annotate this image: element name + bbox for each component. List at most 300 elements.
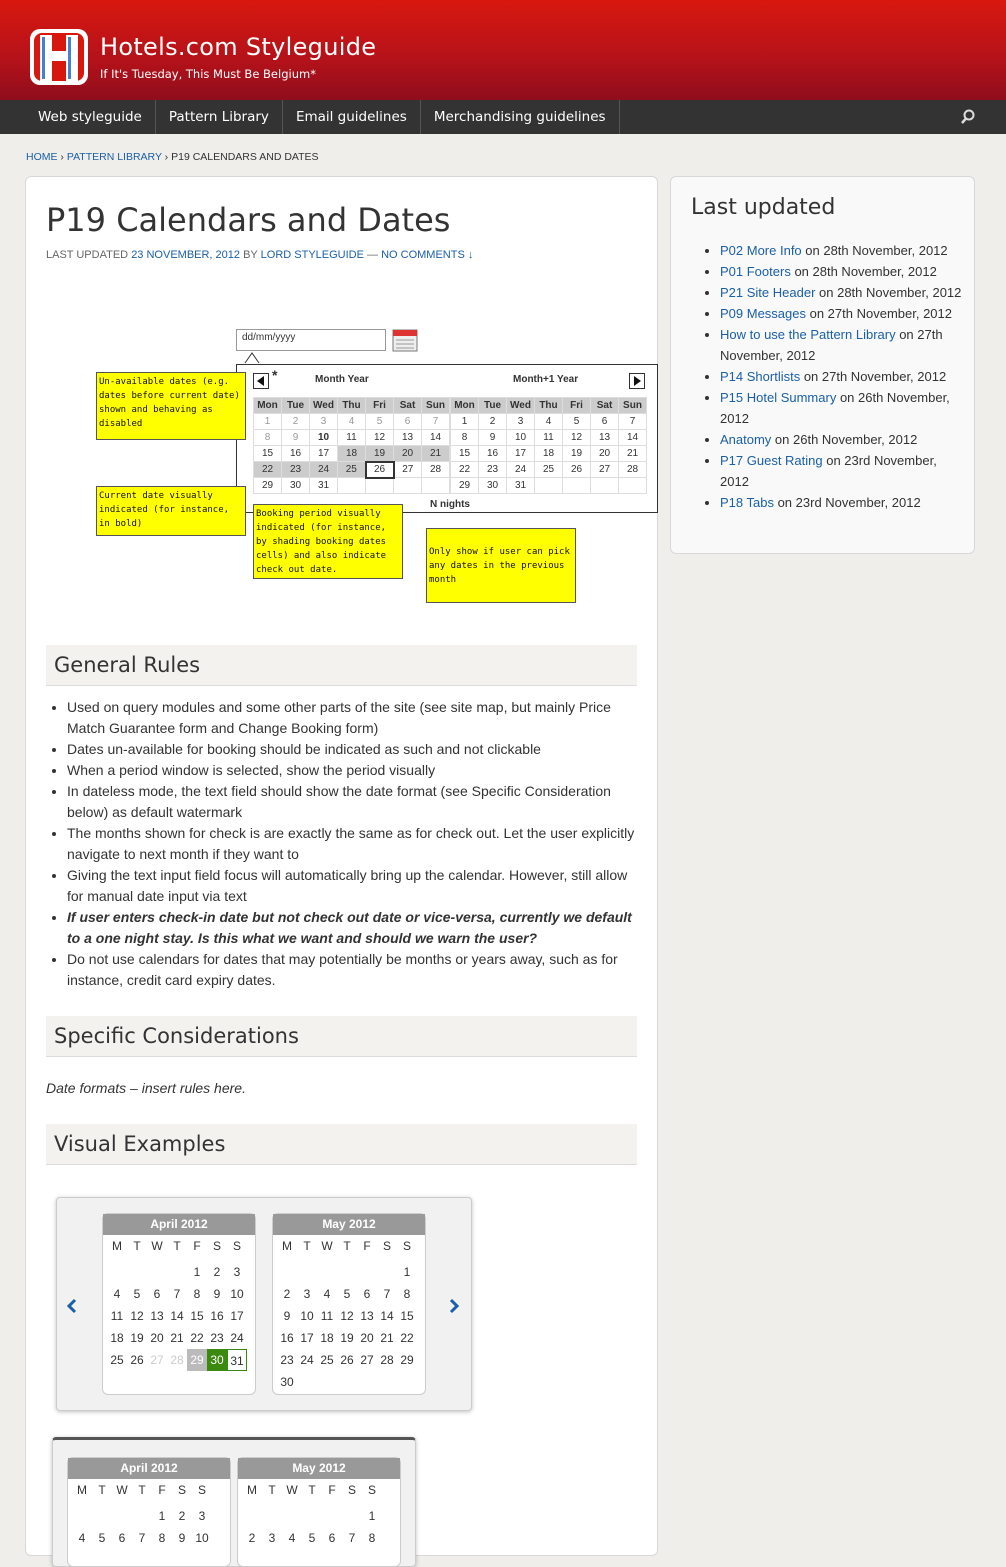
date-cell[interactable] [132, 1505, 152, 1527]
sidebar-item [720, 492, 965, 513]
weekday-label: M [77, 1483, 87, 1497]
calendar-mock [236, 364, 658, 513]
sidebar [670, 176, 975, 554]
weekday-label: M [247, 1483, 257, 1497]
date-cell[interactable] [167, 1261, 187, 1283]
chevron-right-icon[interactable] [447, 1298, 461, 1314]
date-cell: 14 [619, 430, 647, 446]
sidebar-item-date: on 27th November, 2012 [806, 306, 952, 321]
nav-email-guidelines[interactable]: Email guidelines [283, 100, 421, 134]
date-cell[interactable]: 25 [320, 1353, 334, 1367]
sidebar-item [720, 324, 965, 366]
weekday-label: S [212, 1239, 221, 1253]
date-cell[interactable]: 8 [403, 1287, 411, 1301]
date-cell[interactable]: 5 [133, 1287, 141, 1301]
section-general-rules: General Rules [46, 645, 637, 686]
nav-pattern-library[interactable]: Pattern Library [156, 100, 283, 134]
section-specific-considerations: Specific Considerations [46, 1016, 637, 1057]
date-cell: 9 [282, 430, 310, 446]
list-item: • Used on query modules and some other parts of the site (see site map, but mainly Price Match Guarantee form and Change Booking form) [67, 697, 637, 739]
date-cell[interactable]: 1 [158, 1509, 166, 1523]
list-item: • In dateless mode, the text field should show the date format (see Specific Consideration below) as default watermark [67, 781, 637, 823]
date-cell[interactable]: 7 [348, 1531, 356, 1545]
date-cell: 18 [535, 446, 563, 462]
date-cell: 18 [338, 446, 366, 462]
date-cell: 28 [619, 462, 647, 478]
date-cell[interactable] [127, 1261, 147, 1283]
sidebar-item-date: on 28th November, 2012 [801, 243, 948, 258]
date-cell [366, 478, 394, 494]
month-label: Month Year [315, 374, 369, 385]
date-cell[interactable]: 1 [368, 1509, 376, 1523]
sidebar-title: Last updated [691, 195, 836, 220]
date-cell[interactable]: 9 [178, 1531, 186, 1545]
meta-prefix: LAST UPDATED [46, 249, 129, 261]
weekday-label: F [193, 1239, 201, 1253]
date-cell: 13 [394, 430, 422, 446]
note-current-date: Current date visually indicated (for instance, in bold) [96, 486, 246, 536]
month-grid [253, 397, 450, 494]
month-title: May 2012 [273, 1214, 425, 1235]
date-cell [422, 478, 450, 494]
date-cell [563, 478, 591, 494]
breadcrumb-current: P19 CALENDARS AND DATES [171, 151, 319, 163]
day-header: Sat [591, 398, 619, 414]
month-title: April 2012 [103, 1214, 255, 1235]
list-item: • The months shown for check is are exactly the same as for check out. Let the user explicitly navigate to next month if they want to [67, 823, 637, 865]
date-cell: 17 [507, 446, 535, 462]
date-cell[interactable]: 10 [300, 1309, 314, 1323]
date-cell: 22 [254, 462, 282, 478]
date-cell[interactable]: 27 [360, 1353, 374, 1367]
date-cell[interactable] [92, 1505, 112, 1527]
breadcrumb-home[interactable]: HOME [26, 151, 58, 163]
list-item: • When a period window is selected, show the period visually [67, 760, 637, 781]
date-cell: 15 [451, 446, 479, 462]
calendar-icon [392, 327, 418, 353]
date-cell[interactable]: 19 [340, 1331, 354, 1345]
date-cell[interactable] [147, 1261, 167, 1283]
day-header: Thu [338, 398, 366, 414]
date-cell: 27 [591, 462, 619, 478]
date-cell: 15 [254, 446, 282, 462]
weekday-label: S [382, 1239, 391, 1253]
weekday-label: W [116, 1483, 128, 1497]
sidebar-item [720, 240, 965, 261]
rules-list [67, 697, 637, 991]
sidebar-item-date: on 23rd November, 2012 [773, 495, 921, 510]
sidebar-item-link[interactable]: P02 More Info [720, 243, 802, 258]
author-link[interactable]: LORD STYLEGUIDE [260, 249, 364, 261]
date-cell: 26 [563, 462, 591, 478]
list-item: • Giving the text input field focus will automatically bring up the calendar. However, still allow for manual date input via text [67, 865, 637, 907]
date-cell[interactable]: 5 [98, 1531, 106, 1545]
weekday-label: T [98, 1483, 106, 1497]
date-cell: 10 [507, 430, 535, 446]
sidebar-item-link[interactable]: P01 Footers [720, 264, 791, 279]
date-cell[interactable]: 23 [280, 1353, 294, 1367]
date-cell[interactable] [72, 1505, 92, 1527]
date-cell[interactable] [107, 1261, 127, 1283]
recent-posts-list [720, 240, 965, 513]
weekday-label: W [321, 1239, 333, 1253]
sidebar-item-date: on 28th November, 2012 [790, 264, 937, 279]
date-cell[interactable]: 6 [118, 1531, 126, 1545]
date-cell[interactable]: 1 [193, 1265, 201, 1279]
date-cell: 28 [422, 462, 450, 478]
date-cell[interactable]: 6 [363, 1287, 371, 1301]
day-header: Mon [254, 398, 282, 414]
weekday-label: W [151, 1239, 163, 1253]
date-cell[interactable] [277, 1261, 297, 1283]
weekday-label: T [343, 1239, 351, 1253]
date-cell[interactable]: 20 [150, 1331, 164, 1345]
date-cell: 1 [451, 414, 479, 430]
date-cell[interactable]: 11 [110, 1309, 124, 1323]
weekday-label: T [268, 1483, 276, 1497]
date-cell[interactable]: 4 [78, 1531, 86, 1545]
list-item: • Do not use calendars for dates that may potentially be months or years away, such as for instance, credit card expiry dates. [67, 949, 637, 991]
weekday-label: S [232, 1239, 241, 1253]
date-cell[interactable]: 3 [198, 1509, 206, 1523]
date-cell[interactable]: 25 [110, 1353, 124, 1367]
date-cell: 6 [591, 414, 619, 430]
date-cell[interactable]: 29 [187, 1349, 207, 1371]
date-cell: 20 [394, 446, 422, 462]
date-cell: 26 [366, 462, 394, 478]
april-calendar [102, 1213, 256, 1395]
sidebar-item [720, 261, 965, 282]
sidebar-item-link[interactable]: How to use the Pattern Library [720, 327, 896, 342]
weekday-label: S [402, 1239, 411, 1253]
date-cell [394, 478, 422, 494]
date-cell: 22 [451, 462, 479, 478]
date-cell[interactable]: 10 [230, 1287, 244, 1301]
sidebar-item [720, 282, 965, 303]
weekday-label: F [363, 1239, 371, 1253]
date-cell[interactable]: 21 [380, 1331, 394, 1345]
post-date-link[interactable]: 23 NOVEMBER, 2012 [131, 249, 241, 261]
site-title[interactable]: Hotels.com Styleguide [100, 33, 377, 61]
main-nav [0, 100, 1006, 134]
weekday-label: W [286, 1483, 298, 1497]
sidebar-item [720, 429, 965, 450]
date-cell[interactable]: 4 [288, 1531, 296, 1545]
date-cell [591, 478, 619, 494]
breadcrumb: HOME › PATTERN LIBRARY › P19 CALENDARS AND DATES [26, 151, 319, 163]
date-cell[interactable]: 17 [230, 1309, 244, 1323]
date-cell[interactable]: 7 [173, 1287, 181, 1301]
date-cell: 12 [366, 430, 394, 446]
date-cell[interactable]: 1 [403, 1265, 411, 1279]
date-cell: 29 [254, 478, 282, 494]
weekday-label: T [133, 1239, 141, 1253]
sidebar-item-link[interactable]: P14 Shortlists [720, 369, 801, 384]
list-item: • If user enters check-in date but not check out date or vice-versa, currently we default to a one night stay. Is this what we want and should we warn the user? [67, 907, 637, 949]
date-cell[interactable] [262, 1505, 282, 1527]
sidebar-item [720, 387, 965, 429]
date-cell: 23 [282, 462, 310, 478]
nav-merchandising-guidelines[interactable]: Merchandising guidelines [421, 100, 620, 134]
date-cell: 19 [366, 446, 394, 462]
weekday-label: S [367, 1483, 376, 1497]
sidebar-item [720, 303, 965, 324]
date-cell: 2 [282, 414, 310, 430]
calendar-diagram [69, 327, 642, 617]
date-cell[interactable]: 30 [207, 1349, 227, 1371]
date-cell[interactable]: 22 [400, 1331, 414, 1345]
date-cell[interactable]: 10 [195, 1531, 209, 1545]
day-header: Mon [451, 398, 479, 414]
date-cell: 31 [507, 478, 535, 494]
example-calendar-1 [56, 1197, 472, 1411]
april-calendar-2 [67, 1457, 231, 1567]
date-cell: 4 [338, 414, 366, 430]
day-header: Tue [282, 398, 310, 414]
date-cell: 11 [535, 430, 563, 446]
date-cell[interactable]: 16 [210, 1309, 224, 1323]
date-cell[interactable] [317, 1261, 337, 1283]
sidebar-item-date: on 26th November, 2012 [720, 390, 950, 426]
post-meta [46, 249, 473, 261]
date-cell: 24 [507, 462, 535, 478]
sidebar-item [720, 366, 965, 387]
sidebar-item-link[interactable]: P18 Tabs [720, 495, 774, 510]
date-cell: 8 [254, 430, 282, 446]
next-arrow-icon [629, 373, 645, 389]
date-cell: 20 [591, 446, 619, 462]
date-cell: 2 [479, 414, 507, 430]
may-calendar-2 [237, 1457, 401, 1567]
date-cell: 29 [451, 478, 479, 494]
date-cell: 14 [422, 430, 450, 446]
day-header: Thu [535, 398, 563, 414]
note-booking-period: Booking period visually indicated (for instance, by shading booking dates cells) and also indicate check out date. [253, 504, 403, 579]
date-cell[interactable]: 6 [328, 1531, 336, 1545]
date-cell[interactable]: 24 [300, 1353, 314, 1367]
comments-link[interactable]: NO COMMENTS ↓ [381, 249, 474, 261]
date-cell[interactable]: 3 [233, 1265, 241, 1279]
weekday-label: T [173, 1239, 181, 1253]
day-header: Sun [619, 398, 647, 414]
prev-arrow-icon [253, 373, 269, 389]
date-cell: 3 [310, 414, 338, 430]
date-cell[interactable] [112, 1505, 132, 1527]
date-cell [619, 478, 647, 494]
date-cell: 1 [254, 414, 282, 430]
date-cell[interactable]: 5 [343, 1287, 351, 1301]
date-cell[interactable]: 5 [308, 1531, 316, 1545]
date-cell: 6 [394, 414, 422, 430]
sidebar-item-date: on 27th November, 2012 [800, 369, 947, 384]
date-cell: 10 [310, 430, 338, 446]
date-cell[interactable]: 20 [360, 1331, 374, 1345]
date-cell[interactable] [357, 1371, 377, 1393]
meta-by: BY [243, 249, 258, 261]
sidebar-item-date: on 27th November, 2012 [720, 327, 943, 363]
sidebar-item-link[interactable]: P21 Site Header [720, 285, 816, 300]
sidebar-item-date: on 28th November, 2012 [815, 285, 962, 300]
day-header: Tue [479, 398, 507, 414]
sidebar-item-date: on 26th November, 2012 [771, 432, 918, 447]
date-cell[interactable]: 2 [213, 1265, 221, 1279]
date-cell: 16 [282, 446, 310, 462]
date-cell[interactable]: 15 [190, 1309, 204, 1323]
date-cell: 31 [310, 478, 338, 494]
main-content [25, 176, 658, 1556]
note-previous-month: Only show if user can pick any dates in the previous month [426, 528, 576, 603]
date-cell[interactable]: 24 [230, 1331, 244, 1345]
date-cell[interactable] [377, 1261, 397, 1283]
date-cell: 21 [619, 446, 647, 462]
date-cell[interactable]: 6 [153, 1287, 161, 1301]
date-cell: 7 [422, 414, 450, 430]
may-calendar [272, 1213, 426, 1395]
date-cell[interactable]: 30 [280, 1375, 294, 1389]
date-cell[interactable]: 23 [210, 1331, 224, 1345]
date-cell: 21 [422, 446, 450, 462]
day-header: Fri [366, 398, 394, 414]
date-cell[interactable]: 28 [380, 1353, 394, 1367]
date-cell[interactable]: 4 [113, 1287, 121, 1301]
date-cell: 4 [535, 414, 563, 430]
star-marker: * [272, 367, 278, 383]
date-cell[interactable]: 15 [400, 1309, 414, 1323]
weekday-label: T [303, 1239, 311, 1253]
date-cell[interactable]: 9 [283, 1309, 291, 1323]
date-cell[interactable]: 16 [280, 1331, 294, 1345]
date-cell[interactable]: 11 [320, 1309, 334, 1323]
day-header: Wed [310, 398, 338, 414]
date-cell: 5 [563, 414, 591, 430]
date-cell[interactable]: 13 [150, 1309, 164, 1323]
search-icon[interactable] [960, 109, 976, 125]
date-cell: 13 [591, 430, 619, 446]
nav-web-styleguide[interactable]: Web styleguide [0, 100, 156, 134]
date-cell[interactable] [322, 1505, 342, 1527]
date-cell[interactable] [377, 1371, 397, 1393]
date-cell[interactable]: 3 [303, 1287, 311, 1301]
date-cell[interactable] [357, 1261, 377, 1283]
date-cell[interactable]: 12 [130, 1309, 144, 1323]
date-cell[interactable]: 19 [130, 1331, 144, 1345]
meta-separator: — [367, 249, 379, 261]
date-cell: 24 [310, 462, 338, 478]
date-cell[interactable]: 27 [150, 1353, 164, 1367]
chevron-left-icon[interactable] [65, 1298, 79, 1314]
breadcrumb-pattern-library[interactable]: PATTERN LIBRARY [66, 151, 162, 163]
nights-label: N nights [430, 499, 470, 510]
date-cell[interactable]: 9 [213, 1287, 221, 1301]
date-cell: 23 [479, 462, 507, 478]
date-cell[interactable]: 14 [380, 1309, 394, 1323]
date-cell[interactable] [337, 1261, 357, 1283]
date-cell[interactable] [282, 1505, 302, 1527]
date-cell[interactable]: 31 [227, 1349, 247, 1371]
day-header: Sun [422, 398, 450, 414]
date-cell[interactable]: 2 [178, 1509, 186, 1523]
date-cell[interactable]: 2 [283, 1287, 291, 1301]
date-cell: 30 [479, 478, 507, 494]
date-cell[interactable]: 7 [383, 1287, 391, 1301]
date-cell[interactable]: 17 [300, 1331, 314, 1345]
day-header: Fri [563, 398, 591, 414]
date-cell[interactable]: 8 [193, 1287, 201, 1301]
date-cell[interactable]: 8 [158, 1531, 166, 1545]
date-cell[interactable]: 8 [368, 1531, 376, 1545]
date-cell [535, 478, 563, 494]
date-cell[interactable] [317, 1371, 337, 1393]
sidebar-item-date: on 23rd November, 2012 [720, 453, 937, 489]
hotels-logo-icon[interactable] [28, 25, 90, 87]
weekday-label: M [112, 1239, 122, 1253]
date-cell[interactable]: 26 [130, 1353, 144, 1367]
sidebar-item [720, 450, 965, 492]
page-title: P19 Calendars and Dates [46, 201, 451, 239]
date-cell[interactable]: 18 [110, 1331, 124, 1345]
sidebar-item-link[interactable]: P15 Hotel Summary [720, 390, 837, 405]
date-cell[interactable]: 14 [170, 1309, 184, 1323]
date-cell[interactable]: 7 [138, 1531, 146, 1545]
date-cell[interactable]: 29 [400, 1353, 414, 1367]
date-cell: 27 [394, 462, 422, 478]
date-cell[interactable]: 18 [320, 1331, 334, 1345]
date-cell: 30 [282, 478, 310, 494]
date-cell[interactable] [302, 1505, 322, 1527]
date-cell[interactable] [397, 1371, 417, 1393]
date-cell[interactable] [297, 1261, 317, 1283]
day-header: Wed [507, 398, 535, 414]
sidebar-item-link[interactable]: Anatomy [720, 432, 772, 447]
date-cell[interactable]: 4 [323, 1287, 331, 1301]
date-cell[interactable]: 2 [248, 1531, 256, 1545]
date-cell: 12 [563, 430, 591, 446]
date-cell[interactable] [242, 1505, 262, 1527]
weekday-label: F [328, 1483, 336, 1497]
date-cell: 8 [451, 430, 479, 446]
list-item: • Dates un-available for booking should be indicated as such and not clickable [67, 739, 637, 760]
date-cell: 17 [310, 446, 338, 462]
date-cell[interactable]: 26 [340, 1353, 354, 1367]
date-cell: 25 [338, 462, 366, 478]
date-cell[interactable]: 28 [170, 1353, 184, 1367]
sidebar-item-link[interactable]: P09 Messages [720, 306, 806, 321]
date-cell[interactable] [297, 1371, 317, 1393]
date-cell: 25 [535, 462, 563, 478]
date-cell: 9 [479, 430, 507, 446]
site-tagline: If It's Tuesday, This Must Be Belgium* [100, 67, 316, 81]
date-cell: 3 [507, 414, 535, 430]
date-cell: 7 [619, 414, 647, 430]
date-cell[interactable] [342, 1505, 362, 1527]
next-month-grid [450, 397, 647, 494]
date-cell[interactable]: 12 [340, 1309, 354, 1323]
date-cell[interactable]: 13 [360, 1309, 374, 1323]
sidebar-item-link[interactable]: P17 Guest Rating [720, 453, 823, 468]
date-cell[interactable]: 21 [170, 1331, 184, 1345]
date-cell[interactable]: 3 [268, 1531, 276, 1545]
date-cell: 5 [366, 414, 394, 430]
date-input-mock: dd/mm/yyyy [236, 329, 386, 351]
site-header [0, 0, 1006, 100]
next-month-label: Month+1 Year [513, 374, 579, 385]
date-cell: 16 [479, 446, 507, 462]
weekday-label: T [308, 1483, 316, 1497]
weekday-label: S [197, 1483, 206, 1497]
date-cell[interactable] [337, 1371, 357, 1393]
date-cell: 19 [563, 446, 591, 462]
date-cell[interactable]: 22 [190, 1331, 204, 1345]
